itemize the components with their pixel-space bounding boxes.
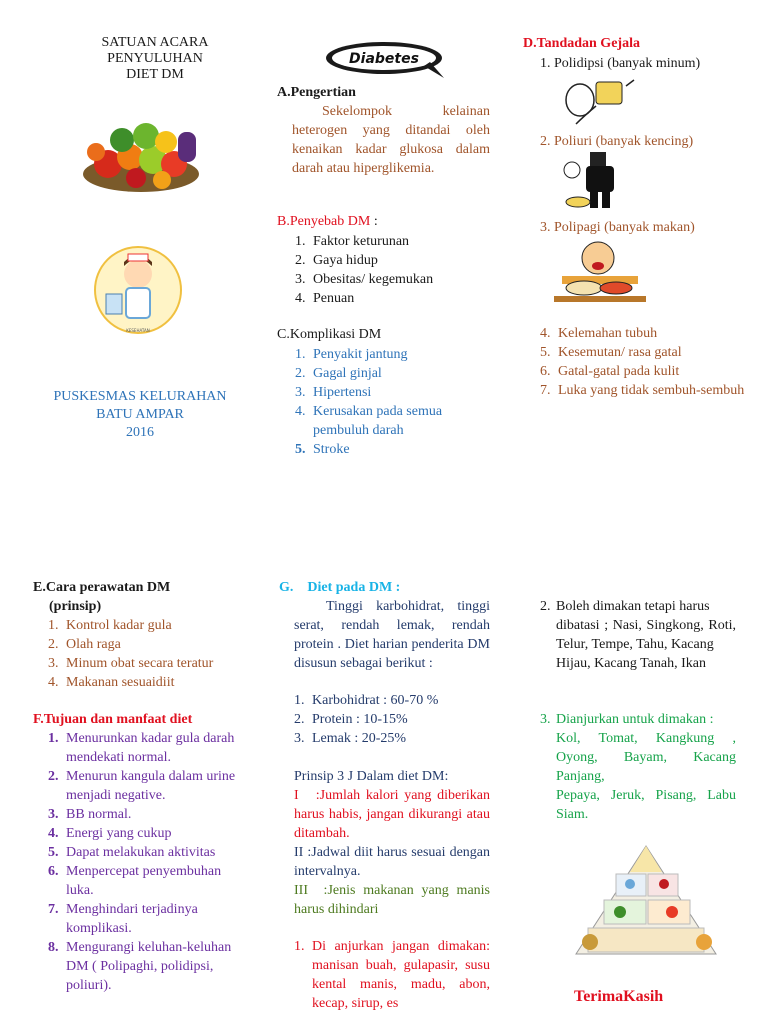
list-item: 7. Menghindari terjadinya komplikasi. [48, 902, 198, 936]
list-item: 2. Olah raga [48, 637, 121, 652]
list-item: 1. Karbohidrat : 60-70 % [294, 693, 439, 708]
list-item: 2. Menurun kangula dalam urine menjadi negative. [48, 769, 236, 803]
list-item: 7. Luka yang tidak sembuh-sembuh [540, 383, 745, 398]
prinsip-j3: III :Jenis makanan yang manis harus dihindari [294, 883, 494, 917]
list-item: 1. Faktor keturunan [295, 234, 410, 249]
list-item: 8. Mengurangi keluhan-keluhan DM ( Polipaghi, polidipsi, poliuri). [48, 940, 232, 993]
svg-text:KESEHATAN: KESEHATAN [126, 328, 150, 333]
organization-info: PUSKESMAS KELURAHAN BATU AMPAR 2016 [53, 389, 227, 440]
prinsip-title: Prinsip 3 J Dalam diet DM: [294, 769, 449, 784]
perawatan-heading: E.Cara perawatan DM (prinsip) [33, 580, 171, 614]
tujuan-heading: F.Tujuan dan manfaat diet [33, 712, 193, 727]
list-item: 4. Penuan [295, 291, 355, 306]
nurse-cartoon-image [92, 244, 184, 342]
closing-text: TerimaKasih [574, 988, 664, 1005]
list-item: 5. Dapat melakukan aktivitas [48, 845, 216, 860]
komplikasi-list [295, 345, 485, 459]
pengertian-heading: A.Pengertian [277, 85, 356, 100]
list-item: 6. Gatal-gatal pada kulit [540, 364, 680, 379]
list-item: 3. Obesitas/ kegemukan [295, 272, 434, 287]
komplikasi-heading: C.Komplikasi DM [277, 327, 382, 342]
list-item: 3. Hipertensi [295, 385, 372, 400]
list-item: 3. BB normal. [48, 807, 132, 822]
gejala-heading: D.Tandadan Gejala [523, 36, 640, 51]
list-item: 2. Gaya hidup [295, 253, 378, 268]
list-item: 4. Energi yang cukup [48, 826, 172, 841]
cover-title: SATUAN ACARA PENYULUHAN DIET DM [101, 35, 209, 82]
prinsip-j1: I :Jumlah kalori yang diberikan harus habis, jangan dikurangi atau ditambah. [294, 788, 494, 841]
list-item: 4. Makanan sesuaidiit [48, 675, 175, 690]
drinking-illustration [556, 76, 638, 126]
gejala-item-2: 2. Poliuri (banyak kencing) [540, 134, 694, 149]
eating-illustration [554, 238, 646, 304]
tujuan-list [48, 729, 243, 995]
diet-intro: Tinggi karbohidrat, tinggi serat, rendah lemak, rendah protein . Diet harian penderita DM disusun sebagai berikut : [294, 599, 490, 671]
list-item: 1. Kontrol kadar gula [48, 618, 172, 633]
prinsip-j2: II :Jadwal diit harus sesuai dengan intervalnya. [294, 845, 490, 879]
diabetes-logo [322, 38, 450, 80]
list-item: 5. Kesemutan/ rasa gatal [540, 345, 682, 360]
vegetables-image [78, 112, 204, 198]
diet-heading: G. Diet pada DM : [279, 580, 401, 595]
perawatan-list [48, 616, 248, 692]
list-item: 2. Protein : 10-15% [294, 712, 408, 727]
gejala-item-1: 1. Polidipsi (banyak minum) [540, 56, 701, 71]
gejala-item-3: 3. Polipagi (banyak makan) [540, 220, 695, 235]
gejala-list [540, 324, 760, 400]
makanan-dianjurkan: 3. Dianjurkan untuk dimakan : Kol, Tomat, Kangkung , Oyong, Bayam, Kacang Panjang, Pepaya, Jeruk, Pisang, Labu Siam. [540, 712, 736, 822]
list-item: 1. Penyakit jantung [295, 347, 408, 362]
diet-composition-list [294, 691, 490, 748]
list-item: 3. Minum obat secara teratur [48, 656, 214, 671]
list-item: 5. Stroke [295, 442, 350, 457]
makanan-dibatasi: 2. Boleh dimakan tetapi harus dibatasi ; Nasi, Singkong, Roti, Telur, Tempe, Tahu, Kacang Hijau, Kacang Tanah, Ikan [540, 599, 736, 671]
list-item: 4. Kelemahan tubuh [540, 326, 658, 341]
urination-illustration [560, 152, 636, 210]
food-pyramid-image [570, 842, 722, 962]
list-item: 3. Lemak : 20-25% [294, 731, 407, 746]
list-item: 2. Gagal ginjal [295, 366, 382, 381]
penyebab-heading: B.Penyebab DM : [277, 214, 378, 229]
pengertian-body: Sekelompok kelainan heterogen yang ditandai oleh kenaikan kadar glukosa dalam darah atau hiperglikemia. [292, 104, 490, 176]
list-item: 1. Menurunkan kadar gula darah mendekati normal. [48, 731, 235, 765]
anjuran-jangan: 1. Di anjurkan jangan dimakan: manisan buah, gulapasir, susu kental manis, madu, abon, kecap, sirup, es [294, 939, 490, 1011]
logo-text: Diabetes [349, 51, 419, 67]
penyebab-list [295, 232, 495, 308]
list-item: 6. Menpercepat penyembuhan luka. [48, 864, 222, 898]
list-item: 4. Kerusakan pada semua pembuluh darah [295, 404, 443, 438]
